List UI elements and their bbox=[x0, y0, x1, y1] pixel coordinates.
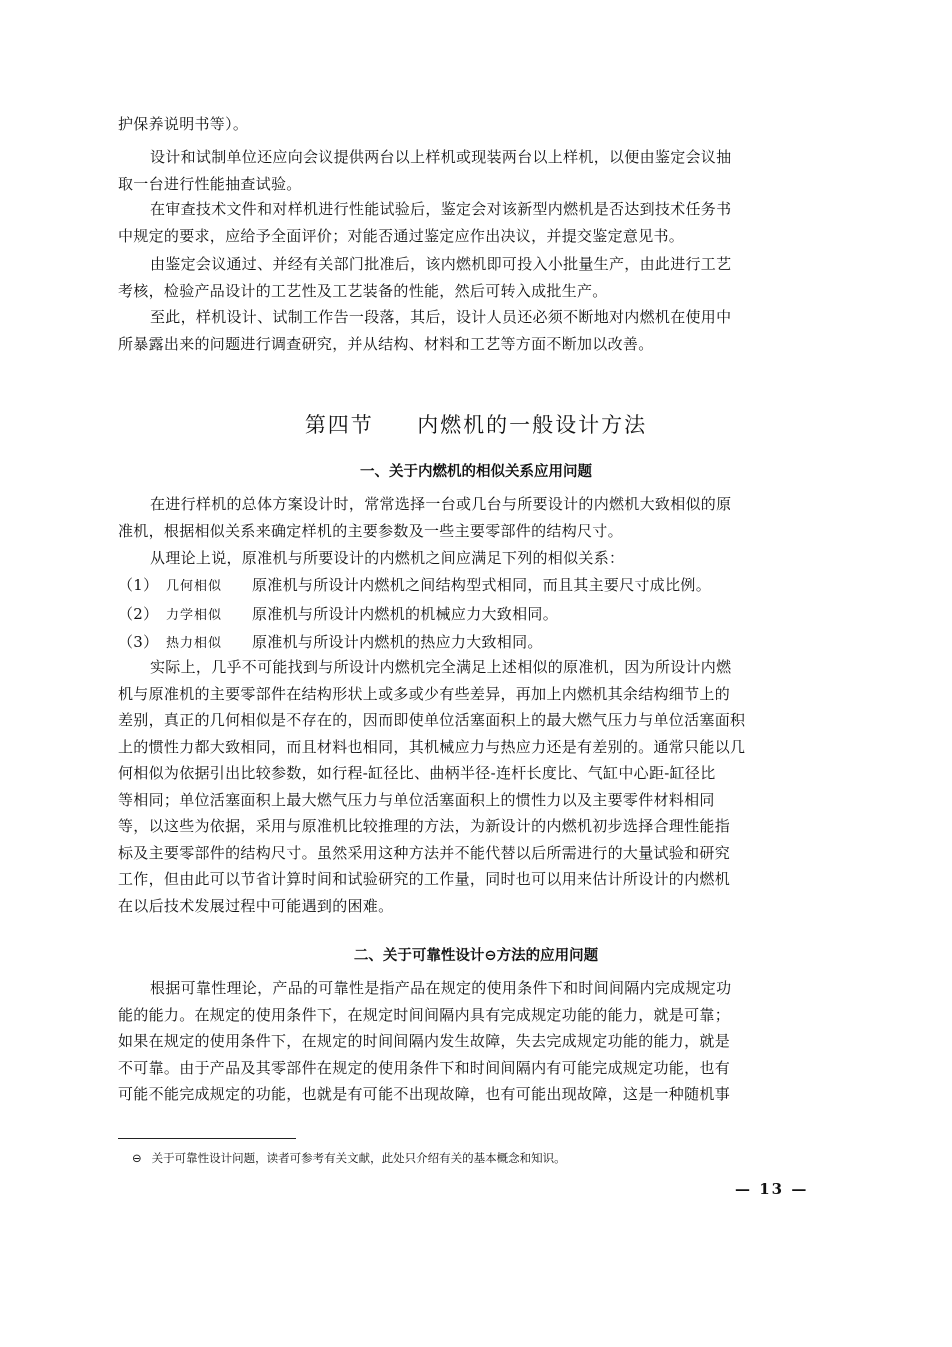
footnote-text: 关于可靠性设计问题，读者可参考有关文献，此处只介绍有关的基本概念和知识。 bbox=[151, 1151, 566, 1165]
paragraph-7 bbox=[118, 654, 830, 919]
text-line: 如果在规定的使用条件下，在规定的时间间隔内发生故障，失去完成规定功能的能力，就是 bbox=[118, 1032, 731, 1050]
paragraph-8 bbox=[118, 975, 830, 1108]
text-line: 在审查技术文件和对样机进行性能试验后，鉴定会对该新型内燃机是否达到技术任务书 bbox=[150, 200, 732, 218]
text-line: 标及主要零部件的结构尺寸。虽然采用这种方法并不能代替以后所需进行的大量试验和研究 bbox=[118, 843, 731, 862]
page-number: — 13 — bbox=[735, 1180, 809, 1198]
similarity-list bbox=[118, 572, 830, 658]
subsection-heading-1: 一、关于内燃机的相似关系应用问题 bbox=[360, 464, 592, 480]
paragraph-5 bbox=[118, 491, 830, 544]
list-text: 原准机与所设计内燃机之间结构型式相同，而且其主要尺寸成比例。 bbox=[252, 576, 712, 594]
paragraph-0 bbox=[118, 111, 830, 138]
list-number: （1） bbox=[118, 576, 159, 594]
section-title-text: 内燃机的一般设计方法 bbox=[417, 413, 648, 437]
text-line: 护保养说明书等）。 bbox=[118, 115, 249, 133]
list-number: （2） bbox=[118, 604, 159, 623]
footnote bbox=[132, 1150, 566, 1166]
text-line: 所暴露出来的问题进行调查研究，并从结构、材料和工艺等方面不断加以改善。 bbox=[118, 334, 654, 353]
text-line: 不可靠。由于产品及其零部件在规定的使用条件下和时间间隔内有可能完成规定功能，也有 bbox=[118, 1058, 731, 1077]
text-line: 准机，根据相似关系来确定样机的主要参数及一些主要零部件的结构尺寸。 bbox=[118, 521, 623, 540]
text-line: 取一台进行性能抽查试验。 bbox=[118, 174, 302, 193]
text-line: 根据可靠性理论，产品的可靠性是指产品在规定的使用条件下和时间间隔内完成规定功 bbox=[150, 979, 732, 997]
text-line: 在以后技术发展过程中可能遇到的困难。 bbox=[118, 896, 394, 915]
footnote-mark: ⊖ bbox=[132, 1151, 142, 1165]
list-number: （3） bbox=[118, 633, 159, 651]
text-line: 考核，检验产品设计的工艺性及工艺装备的性能，然后可转入成批生产。 bbox=[118, 281, 608, 300]
paragraph-4 bbox=[118, 304, 830, 357]
text-line: 等，以这些为依据，采用与原准机比较推理的方法，为新设计的内燃机初步选择合理性能指 bbox=[118, 817, 731, 835]
list-item bbox=[118, 601, 830, 630]
text-line: 至此，样机设计、试制工作告一段落，其后，设计人员还必须不断地对内燃机在使用中 bbox=[150, 308, 732, 326]
list-item bbox=[118, 572, 830, 601]
text-line: 实际上，几乎不可能找到与所设计内燃机完全满足上述相似的原准机，因为所设计内燃 bbox=[150, 658, 732, 676]
list-text: 原准机与所设计内燃机的机械应力大致相同。 bbox=[252, 604, 559, 623]
text-line: 在进行样机的总体方案设计时，常常选择一台或几台与所要设计的内燃机大致相似的原 bbox=[150, 495, 732, 513]
paragraph-2 bbox=[118, 196, 830, 249]
list-term: 几何相似 bbox=[166, 579, 223, 594]
text-line: 差别，真正的几何相似是不存在的，因而即使单位活塞面积上的最大燃气压力与单位活塞面积 bbox=[118, 711, 746, 729]
list-text: 原准机与所设计内燃机的热应力大致相同。 bbox=[252, 633, 543, 651]
paragraph-3 bbox=[118, 251, 830, 304]
paragraph-1 bbox=[118, 144, 830, 197]
list-term: 力学相似 bbox=[166, 607, 223, 623]
text-line: 何相似为依据引出比较参数，如行程-缸径比、曲柄半径-连杆长度比、气缸中心距-缸径比 bbox=[118, 764, 716, 782]
text-line: 等相同；单位活塞面积上最大燃气压力与单位活塞面积上的惯性力以及主要零件材料相同 bbox=[118, 790, 715, 809]
text-line: 设计和试制单位还应向会议提供两台以上样机或现装两台以上样机，以便由鉴定会议抽 bbox=[150, 148, 732, 166]
section-heading bbox=[0, 409, 952, 439]
text-line: 可能不能完成规定的功能，也就是有可能不出现故障，也有可能出现故障，这是一种随机事 bbox=[118, 1085, 731, 1103]
text-line: 能的能力。在规定的使用条件下，在规定时间间隔内具有完成规定功能的能力，就是可靠； bbox=[118, 1005, 731, 1024]
paragraph-6 bbox=[118, 545, 830, 572]
subsection-heading-2: 二、关于可靠性设计⊖方法的应用问题 bbox=[353, 948, 599, 964]
text-line: 从理论上说，原准机与所要设计的内燃机之间应满足下列的相似关系： bbox=[150, 549, 625, 567]
text-line: 工作，但由此可以节省计算时间和试验研究的工作量，同时也可以用来估计所设计的内燃机 bbox=[118, 870, 731, 888]
text-line: 上的惯性力都大致相同，而且材料也相同，其机械应力与热应力还是有差别的。通常只能以几 bbox=[118, 737, 746, 756]
footnote-divider bbox=[118, 1138, 296, 1139]
list-term: 热力相似 bbox=[166, 636, 223, 651]
text-line: 由鉴定会议通过、并经有关部门批准后，该内燃机即可投入小批量生产，由此进行工艺 bbox=[150, 255, 732, 273]
text-line: 中规定的要求，应给予全面评价；对能否通过鉴定应作出决议，并提交鉴定意见书。 bbox=[118, 226, 685, 245]
text-line: 机与原准机的主要零部件在结构形状上或多或少有些差异，再加上内燃机其余结构细节上的 bbox=[118, 684, 731, 703]
section-number: 第四节 bbox=[304, 413, 374, 437]
